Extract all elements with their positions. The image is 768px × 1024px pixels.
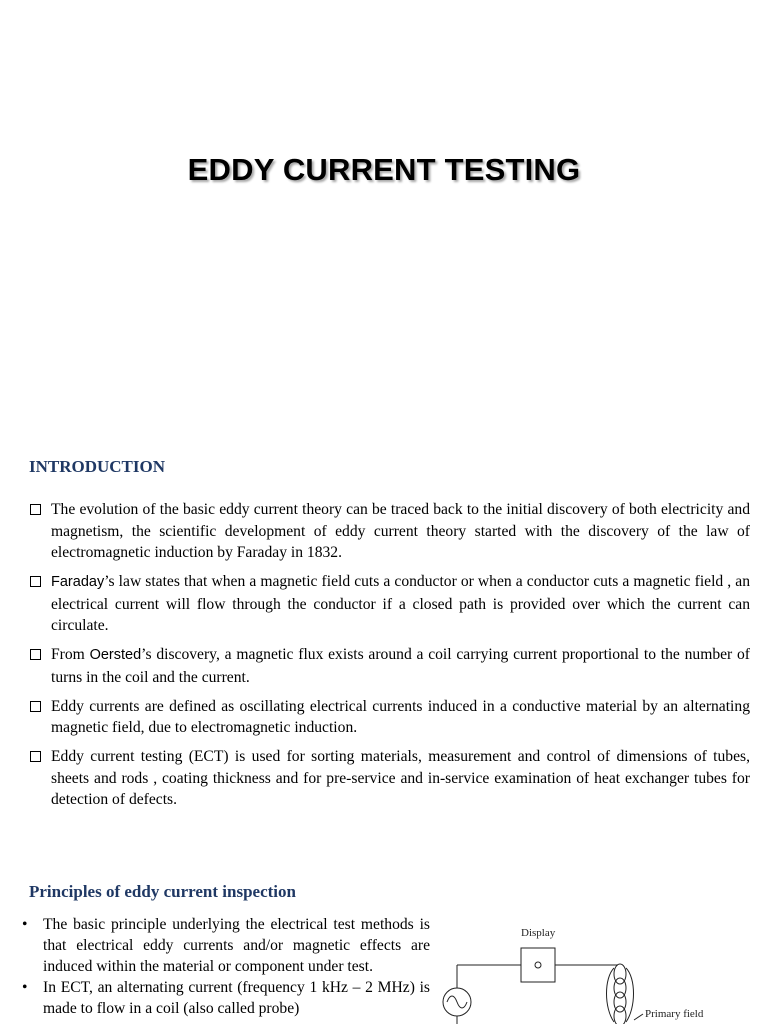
checkbox-bullet-icon — [30, 649, 41, 660]
intro-text: Eddy currents are defined as oscillating electrical currents induced in a conductive material by an alternating magnetic field, due to electromagnetic induction. — [51, 697, 750, 736]
principle-text: In ECT, an alternating current (frequency 1 kHz – 2 MHz) is made to flow in a coil (also called probe) — [43, 979, 430, 1017]
introduction-list — [29, 499, 750, 818]
principle-text: The basic principle underlying the electrical test methods is that electrical eddy currents and/or magnetic effects are induced within the material or component under test. — [43, 916, 430, 975]
checkbox-bullet-icon — [30, 576, 41, 587]
list-item — [29, 571, 750, 637]
sine-wave-icon — [447, 996, 467, 1008]
intro-text: ’s law states that when a magnetic field cuts a conductor or when a conductor cuts a magnetic field , an electrical current will flow through the conductor if a closed path is provided over which the current can circulate. — [51, 573, 750, 634]
oersted-name: Oersted — [89, 647, 142, 663]
checkbox-bullet-icon — [30, 701, 41, 712]
principles-list — [21, 914, 430, 1019]
list-item — [29, 499, 750, 564]
introduction-heading: INTRODUCTION — [29, 457, 166, 476]
display-label: Display — [521, 927, 556, 939]
list-item — [21, 977, 430, 1019]
intro-text: Eddy current testing (ECT) is used for sorting materials, measurement and control of dimensions of tubes, sheets and rods , coating thickness and for pre-service and in-service examination of heat exchanger tubes for detection of defects. — [51, 748, 750, 808]
display-indicator-icon — [535, 962, 541, 968]
eddy-current-diagram — [440, 918, 760, 1024]
principles-heading: Principles of eddy current inspection — [29, 882, 296, 901]
pointer-line — [634, 1014, 643, 1020]
list-item — [21, 914, 430, 977]
list-item — [29, 644, 750, 688]
intro-text-prefix: From — [51, 646, 90, 663]
page-title: EDDY CURRENT TESTING — [187, 152, 581, 187]
intro-text: The evolution of the basic eddy current theory can be traced back to the initial discovery of both electricity and magnetism, the scientific development of eddy current theory started with the discovery of the law of electromagnetic induction by Faraday in 1832. — [51, 501, 750, 561]
bullet-icon: • — [22, 916, 28, 933]
list-item — [29, 746, 750, 811]
list-item — [29, 696, 750, 739]
checkbox-bullet-icon — [30, 751, 41, 762]
display-box — [521, 948, 555, 982]
checkbox-bullet-icon — [30, 504, 41, 515]
faraday-name: Faraday — [51, 574, 105, 590]
coil-icon — [607, 964, 634, 1024]
primary-field-label: Primary field — [645, 1008, 704, 1020]
bullet-icon: • — [22, 979, 28, 996]
intro-text: ’s discovery, a magnetic flux exists around a coil carrying current proportional to the number of turns in the coil and the current. — [51, 646, 750, 686]
